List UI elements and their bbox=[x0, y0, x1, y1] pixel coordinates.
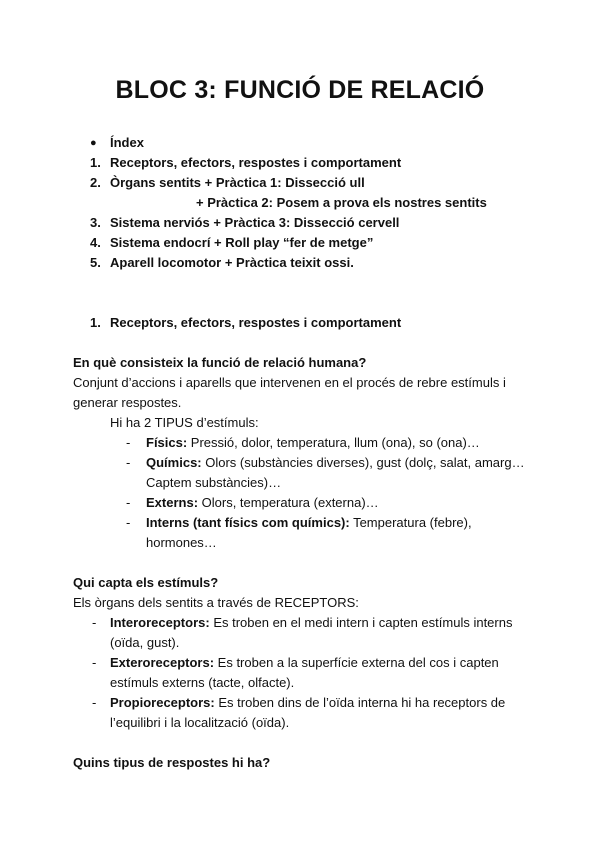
receptor-label: Exteroreceptors: bbox=[110, 655, 215, 670]
receptor-interoreceptors-cont: (oïda, gust). bbox=[110, 635, 180, 650]
question-3: Quins tipus de respostes hi ha? bbox=[73, 755, 271, 770]
receptor-label: Propioreceptors: bbox=[110, 695, 215, 710]
index-item-2-num: 2. bbox=[90, 175, 101, 190]
index-item-3-num: 3. bbox=[90, 215, 101, 230]
answer-1-line-2: generar respostes. bbox=[73, 395, 182, 410]
receptor-exteroreceptors-cont: estímuls externs (tacte, olfacte). bbox=[110, 675, 295, 690]
receptor-label: Interoreceptors: bbox=[110, 615, 210, 630]
receptor-exteroreceptors bbox=[110, 653, 499, 673]
answer-2: Els òrgans dels sentits a través de RECEPTORS: bbox=[73, 595, 359, 610]
receptor-interoreceptors bbox=[110, 613, 512, 633]
index-item-4-num: 4. bbox=[90, 235, 101, 250]
stimulus-type-quimics bbox=[146, 453, 525, 473]
stimulus-type-label: Interns (tant físics com químics): bbox=[146, 515, 350, 530]
index-item-1: Receptors, efectors, respostes i comportament bbox=[110, 155, 402, 170]
stimulus-type-label: Químics: bbox=[146, 455, 202, 470]
index-heading: Índex bbox=[110, 135, 144, 150]
index-item-2: Òrgans sentits + Pràctica 1: Dissecció ull bbox=[110, 175, 365, 190]
dash: - bbox=[92, 695, 97, 710]
stimulus-type-interns bbox=[146, 513, 472, 533]
index-bullet: ● bbox=[90, 137, 97, 149]
index-item-4: Sistema endocrí + Roll play “fer de metge” bbox=[110, 235, 374, 250]
dash: - bbox=[126, 435, 131, 450]
stimulus-type-externs bbox=[146, 493, 379, 513]
section-1-num: 1. bbox=[90, 315, 101, 330]
index-item-5: Aparell locomotor + Pràctica teixit ossi. bbox=[110, 255, 354, 270]
dash: - bbox=[126, 495, 131, 510]
stimulus-type-fisics bbox=[146, 433, 480, 453]
receptor-text: Es troben en el medi intern i capten estímuls interns bbox=[209, 615, 513, 630]
question-2: Qui capta els estímuls? bbox=[73, 575, 219, 590]
receptor-text: Es troben a la superfície externa del cos i capten bbox=[214, 655, 499, 670]
section-1-heading: Receptors, efectors, respostes i comportament bbox=[110, 315, 402, 330]
stimulus-type-label: Físics: bbox=[146, 435, 188, 450]
stimulus-type-interns-cont: hormones… bbox=[146, 535, 217, 550]
receptor-propioreceptors bbox=[110, 693, 505, 713]
stimulus-type-text: Olors (substàncies diverses), gust (dolç, salat, amarg… bbox=[201, 455, 525, 470]
dash: - bbox=[92, 655, 97, 670]
stimulus-type-text: Temperatura (febre), bbox=[349, 515, 472, 530]
stimulus-types-intro: Hi ha 2 TIPUS d’estímuls: bbox=[110, 415, 259, 430]
receptor-text: Es troben dins de l’oïda interna hi ha receptors de bbox=[214, 695, 506, 710]
receptor-propioreceptors-cont: l’equilibri i la localització (oïda). bbox=[110, 715, 290, 730]
stimulus-type-text: Pressió, dolor, temperatura, llum (ona), so (ona)… bbox=[187, 435, 480, 450]
stimulus-type-text: Olors, temperatura (externa)… bbox=[198, 495, 379, 510]
page-title: BLOC 3: FUNCIÓ DE RELACIÓ bbox=[115, 76, 485, 104]
stimulus-type-quimics-cont: Captem substàncies)… bbox=[146, 475, 282, 490]
answer-1-line-1: Conjunt d’accions i aparells que intervenen en el procés de rebre estímuls i bbox=[73, 375, 506, 390]
index-item-2-cont: + Pràctica 2: Posem a prova els nostres sentits bbox=[196, 195, 487, 210]
question-1: En què consisteix la funció de relació humana? bbox=[73, 355, 367, 370]
stimulus-type-label: Externs: bbox=[146, 495, 199, 510]
index-item-3: Sistema nerviós + Pràctica 3: Dissecció cervell bbox=[110, 215, 400, 230]
index-item-1-num: 1. bbox=[90, 155, 101, 170]
index-item-5-num: 5. bbox=[90, 255, 101, 270]
dash: - bbox=[126, 515, 131, 530]
dash: - bbox=[126, 455, 131, 470]
dash: - bbox=[92, 615, 97, 630]
